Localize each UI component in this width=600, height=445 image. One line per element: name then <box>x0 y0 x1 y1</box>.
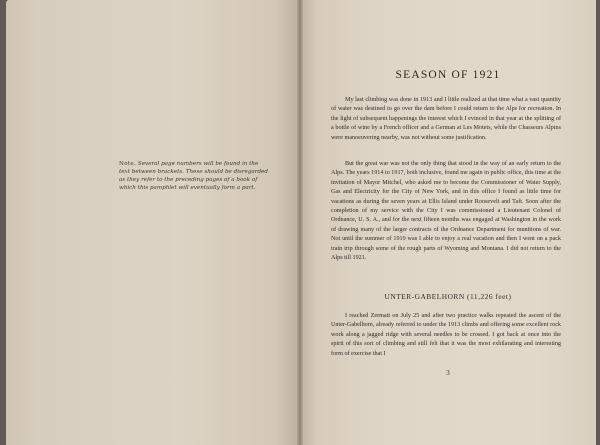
paragraph-1 <box>331 96 561 143</box>
book-gutter <box>297 0 303 445</box>
paragraph-2 <box>331 160 561 263</box>
note-label: Note. <box>119 161 137 167</box>
paragraph-1-text: My last climbing was done in 1913 and I little realized at that time what a vast quantity of water was destined to go over the dam before I could return to the Alps for recreation. In the light of subsequent happenings the interest which I evinced in that year at the splitting of a bottle of wine by a French officer and a German at Les Motets, while the Chasseurs Alpins were manoeuvering nearby, was not without some justification. <box>331 97 561 141</box>
note-text: Several page numbers will be found in the text between brackets. These should be disregarded as they refer to the preceding pages of a book of which this pamphlet will eventually form a part. <box>119 161 268 191</box>
section-subheading: UNTER-GABELHORN (11,226 feet) <box>384 292 512 301</box>
page-title: SEASON OF 1921 <box>395 69 501 81</box>
paragraph-3 <box>331 312 561 359</box>
editorial-note <box>119 160 269 192</box>
left-page <box>6 0 300 445</box>
paragraph-2-text: But the great war was not the only thing that stood in the way of an early return to the Alps. The years 1914 to 1917, both inclusive, found me again in public office, this time at the invitation of Mayor Mitchel, who asked me to become the Commissioner of Water Supply, Gas and Electricity for the City of New York, and in this office I found as little time for vacations as during the seven years at Ellis Island under Roosevelt and Taft. Soon after the completion of my service with the City I was commissioned a Lieutenant Colonel of Ordnance, U. S. A., and for the next fifteen months was engaged at Washington in the work of drawing many of the larger contracts of the Ordnance Department for munitions of war. Not until the summer of 1919 was I able to enjoy a real vacation and then I went on a pack train trip through some of the rough parts of Wyoming and Montana. I did not return to the Alps till 1921. <box>331 161 561 262</box>
paragraph-3-text: I reached Zermatt on July 25 and after two practice walks repeated the ascent of the Unter-Gabelhorn, already referred to under the 1913 climbs and offering some excellent rock work along a jagged ridge with several needles to be crossed. I got back at once into the spirit of this sort of climbing and still felt that it was the most exhilarating and interesting form of exercise that I <box>331 313 561 357</box>
page-number: 3 <box>446 369 450 377</box>
